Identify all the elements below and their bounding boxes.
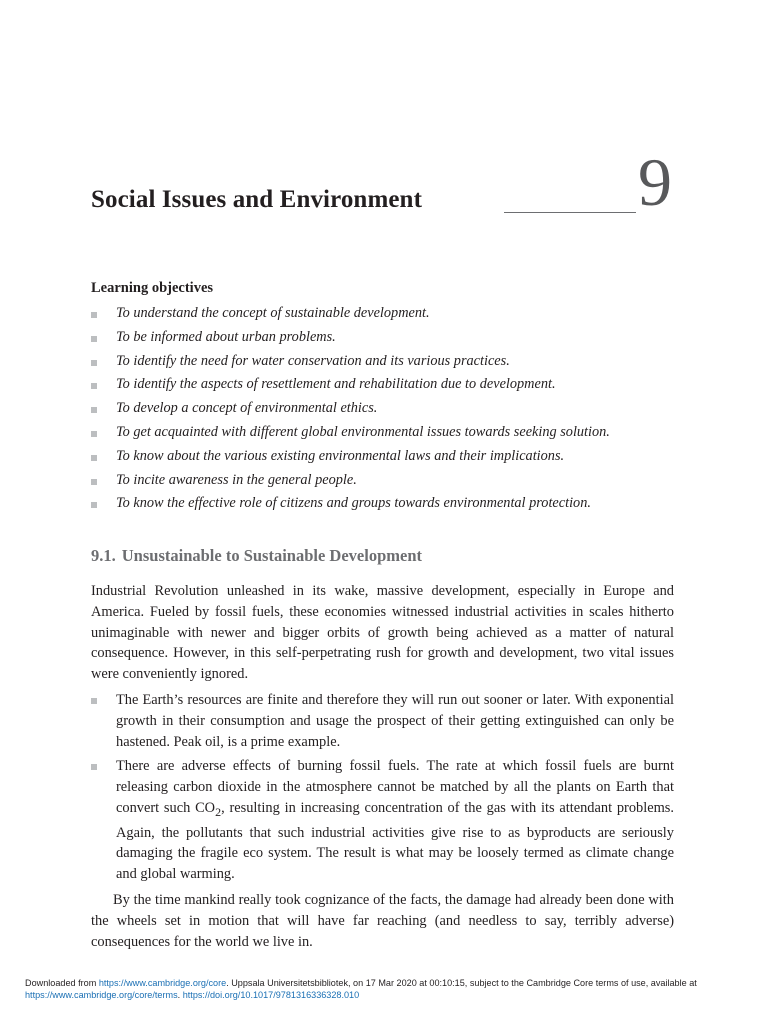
objective-text: To develop a concept of environmental ethics. <box>116 400 378 417</box>
objective-item <box>91 374 691 398</box>
download-footer <box>25 977 745 1001</box>
objective-text: To know about the various existing environmental laws and their implications. <box>116 447 565 464</box>
chapter-title: Social Issues and Environment <box>91 186 422 213</box>
bullet-text: The Earth’s resources are finite and therefore they will run out sooner or later. With exponential growth in their consumption and usage the prospect of their getting extinguished can only be hastened. Peak oil, is a prime example. <box>116 692 674 750</box>
objective-item <box>91 398 691 422</box>
body-bullet-list <box>91 690 674 885</box>
objective-item <box>91 327 691 351</box>
objective-item <box>91 351 691 375</box>
square-bullet-icon <box>91 502 97 508</box>
square-bullet-icon <box>91 312 97 318</box>
square-bullet-icon <box>91 336 97 342</box>
objective-item <box>91 303 691 327</box>
square-bullet-icon <box>91 431 97 437</box>
square-bullet-icon <box>91 764 97 770</box>
objective-text: To incite awareness in the general people. <box>116 471 357 488</box>
square-bullet-icon <box>91 360 97 366</box>
bullet-text: There are adverse effects of burning fossil fuels. The rate at which fossil fuels are burnt releasing carbon dioxide in the atmosphere cannot be matched by all the plants on Earth that convert such CO <box>116 758 674 816</box>
objective-text: To be informed about urban problems. <box>116 328 336 345</box>
body-bullet-item <box>91 690 674 752</box>
objective-item <box>91 446 691 470</box>
objective-text: To identify the aspects of resettlement and rehabilitation due to development. <box>116 376 556 393</box>
bullet-text-continued: , resulting in increasing concentration of the gas with its attendant problems. Again, the pollutants that such industrial activities give rise to as byproducts are seriously damaging the fragile eco system. The result is what may be loosely termed as climate change and global warming. <box>116 799 674 883</box>
objective-item <box>91 470 691 494</box>
square-bullet-icon <box>91 455 97 461</box>
core-link[interactable]: https://www.cambridge.org/core <box>98 978 227 988</box>
objective-text: To identify the need for water conservation and its various practices. <box>116 352 510 369</box>
body-bullet-item <box>91 756 674 885</box>
objective-text: To know the effective role of citizens and groups towards environmental protection. <box>116 495 591 512</box>
square-bullet-icon <box>91 383 97 389</box>
footer-separator: . <box>177 990 183 1000</box>
objective-text: To get acquainted with different global environmental issues towards seeking solution. <box>116 423 610 440</box>
objective-text: To understand the concept of sustainable development. <box>116 305 430 321</box>
section-number: 9.1. <box>91 546 116 565</box>
terms-link[interactable]: https://www.cambridge.org/core/terms <box>25 990 178 1000</box>
footer-middle: . Uppsala Universitetsbibliotek, on 17 Mar 2020 at 00:10:15, subject to the Cambridge Core terms of use, available at <box>226 978 697 988</box>
objective-item <box>91 422 691 446</box>
learning-objectives-heading: Learning objectives <box>91 280 214 296</box>
body-paragraph: By the time mankind really took cognizance of the facts, the damage had already been done with the wheels set in motion that will have far reaching (and needless to say, terribly adverse) consequences for the world we live in. <box>91 892 674 950</box>
learning-objectives-list <box>91 303 691 517</box>
chapter-rule <box>504 212 636 213</box>
square-bullet-icon <box>91 479 97 485</box>
doi-link[interactable]: https://doi.org/10.1017/9781316336328.010 <box>182 990 360 1000</box>
square-bullet-icon <box>91 407 97 413</box>
chapter-number: 9 <box>638 144 672 220</box>
objective-item <box>91 493 691 517</box>
body-paragraph: Industrial Revolution unleashed in its wake, massive development, especially in Europe and America. Fueled by fossil fuels, these economies witnessed industrial activities in scales hitherto unimaginable with newer and bigger orbits of growth being achieved as a matter of natural consequence. However, in this self-perpetrating rush for growth and development, two vital issues were conveniently ignored. <box>91 583 674 683</box>
subscript-two: 2 <box>215 804 222 819</box>
footer-prefix: Downloaded from <box>25 978 99 988</box>
section-heading <box>91 546 422 566</box>
section-title: Unsustainable to Sustainable Development <box>121 546 422 565</box>
square-bullet-icon <box>91 698 97 704</box>
